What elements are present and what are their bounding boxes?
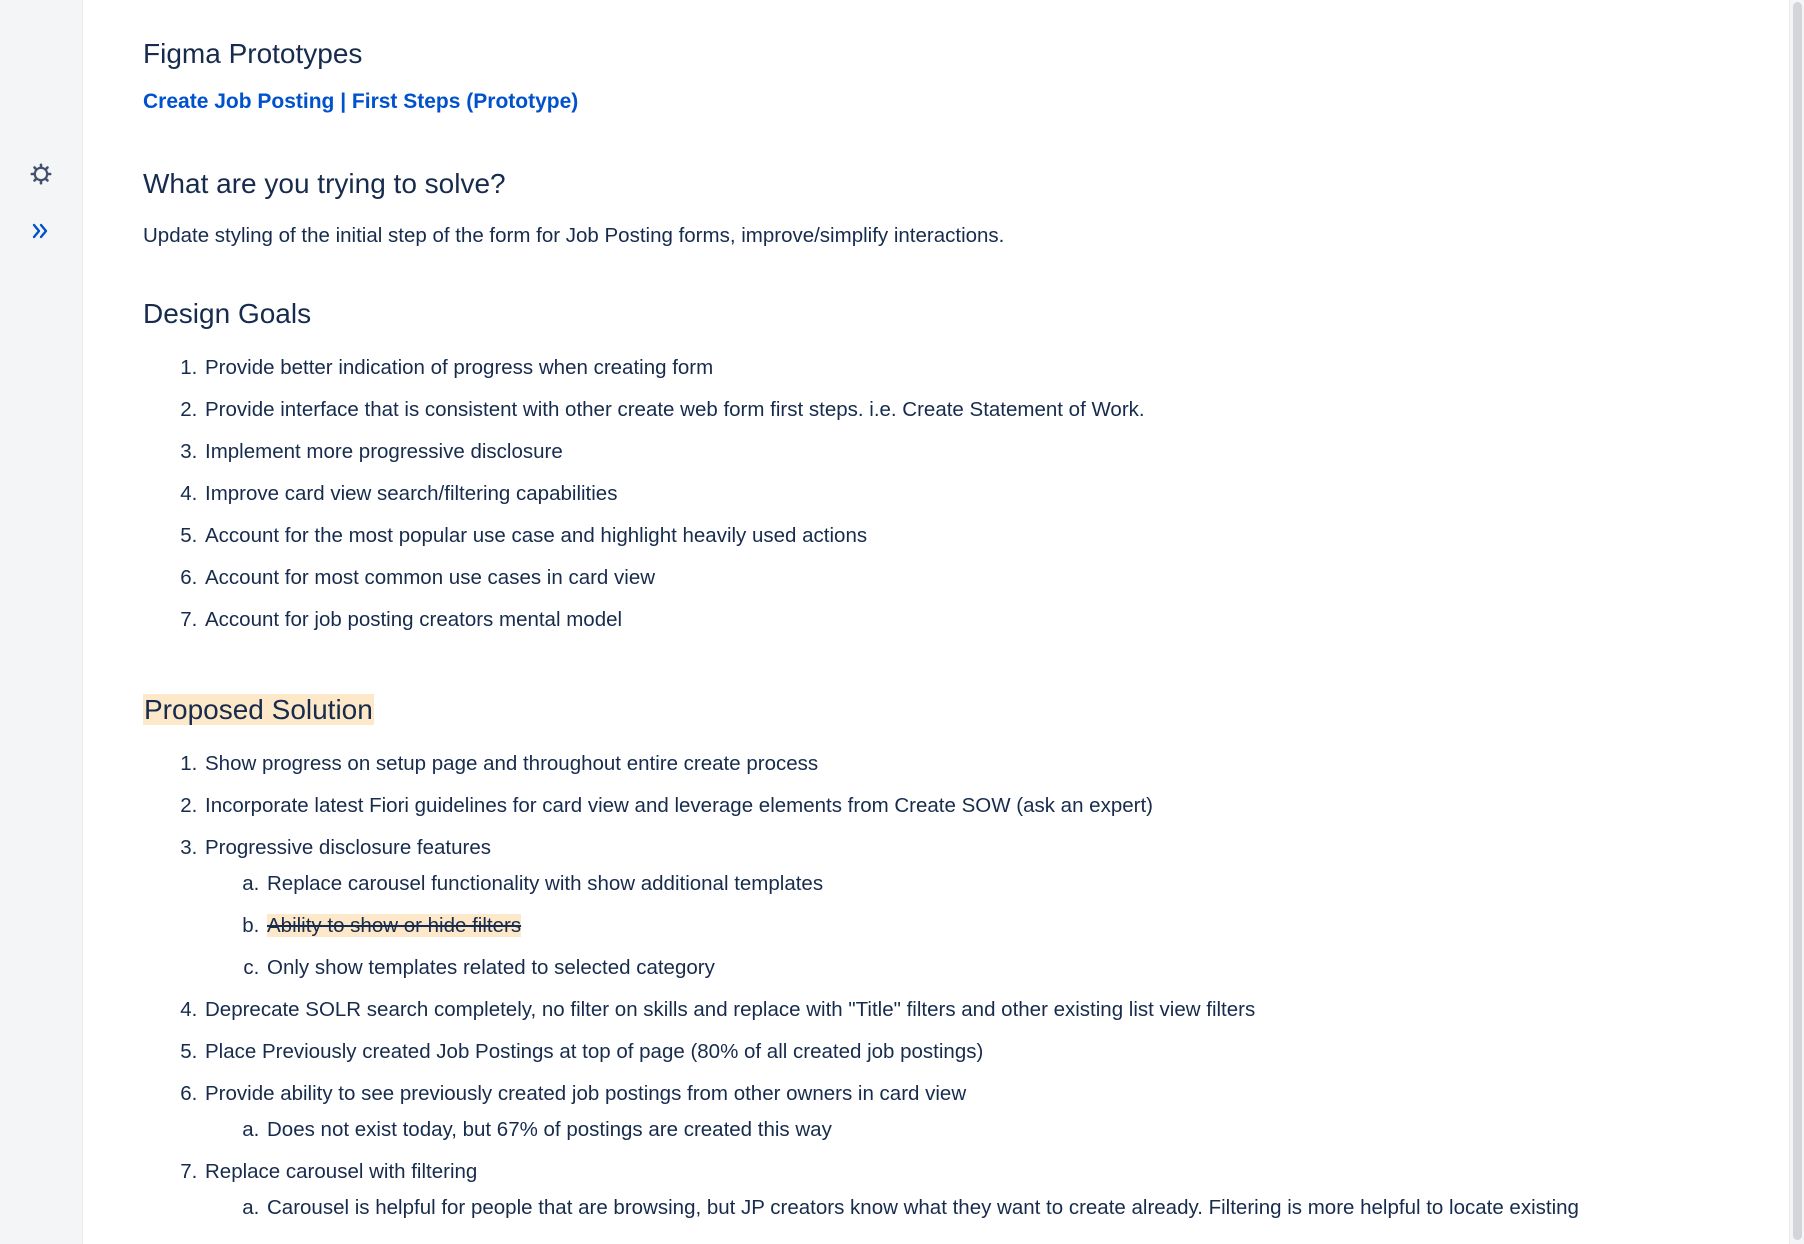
sub-list-item (265, 1192, 1763, 1224)
list-item-text: Provide ability to see previously created job postings from other owners in card view (205, 1082, 967, 1105)
sub-list-item-text: Carousel is helpful for people that are browsing, but JP creators know what they want to create already. Filtering is more helpful to locate existing (267, 1196, 1579, 1219)
list-item: 7. Account for job posting creators mental model (203, 604, 1763, 636)
sub-list (205, 1114, 1763, 1146)
proposed-solution-list (143, 748, 1763, 1224)
sub-list-item-text: Only show templates related to selected category (267, 956, 715, 979)
list-item: 6. Account for most common use cases in card view (203, 562, 1763, 594)
list-item-text: Deprecate SOLR search completely, no filter on skills and replace with "Title" filters and other existing list view filters (205, 998, 1256, 1021)
sub-list (205, 868, 1763, 984)
list-item: 2. Provide interface that is consistent with other create web form first steps. i.e. Create Statement of Work. (203, 394, 1763, 426)
list-item (203, 1036, 1763, 1068)
prototype-link[interactable]: Create Job Posting | First Steps (Prototype) (143, 90, 579, 113)
list-item-text: Progressive disclosure features (205, 836, 491, 859)
list-item-text: Show progress on setup page and throughout entire create process (205, 752, 819, 775)
page-settings-button[interactable] (24, 157, 58, 191)
list-item (203, 994, 1763, 1026)
design-goals-heading: Design Goals (143, 298, 312, 329)
list-item-text: Replace carousel with filtering (205, 1160, 478, 1183)
list-item-text: Incorporate latest Fiori guidelines for card view and leverage elements from Create SOW (ask an expert) (205, 794, 1153, 817)
sub-list-item-text: Does not exist today, but 67% of postings are created this way (267, 1118, 832, 1141)
left-rail (0, 0, 83, 1244)
double-chevron-right-icon (30, 220, 52, 242)
list-item: 4. Improve card view search/filtering capabilities (203, 478, 1763, 510)
sub-list-item-text: Replace carousel functionality with show additional templates (267, 872, 824, 895)
expand-sidebar-button[interactable] (24, 214, 58, 248)
list-item: 5. Account for the most popular use case and highlight heavily used actions (203, 520, 1763, 552)
sub-list-item (265, 1114, 1763, 1146)
sub-list (205, 1192, 1763, 1224)
gear-icon (29, 162, 53, 186)
sub-list-item (265, 952, 1763, 984)
proposed-solution-heading-text: Proposed Solution (144, 694, 373, 725)
list-item (203, 790, 1763, 822)
list-item-text: Place Previously created Job Postings at top of page (80% of all created job postings) (205, 1040, 984, 1063)
list-item: 3. Implement more progressive disclosure (203, 436, 1763, 468)
solve-text: Update styling of the initial step of the form for Job Posting forms, improve/simplify interactions. (143, 224, 1005, 247)
list-item: 1. Provide better indication of progress when creating form (203, 352, 1763, 384)
design-goals-list (143, 352, 1763, 636)
sub-list-item (265, 910, 1763, 942)
page-content (143, 30, 1763, 1234)
list-item (203, 748, 1763, 780)
strikethrough-text: Ability to show or hide filters (267, 914, 522, 937)
list-item (203, 1156, 1763, 1224)
solve-heading: What are you trying to solve? (143, 168, 506, 199)
proposed-solution-heading (143, 686, 1763, 734)
sub-list-item (265, 868, 1763, 900)
list-item (203, 832, 1763, 984)
scrollbar-thumb[interactable] (1793, 2, 1802, 1240)
list-item (203, 1078, 1763, 1146)
vertical-scrollbar[interactable] (1789, 0, 1804, 1244)
figma-prototypes-heading: Figma Prototypes (143, 38, 363, 69)
